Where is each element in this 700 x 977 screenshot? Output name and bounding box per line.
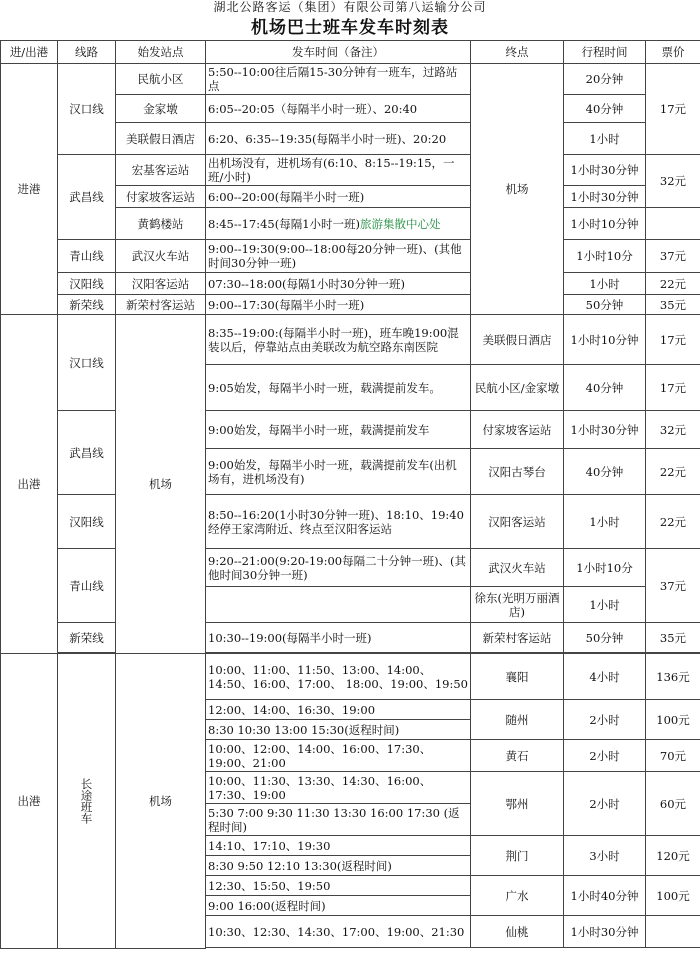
duration: 1小时 [564, 273, 646, 295]
departure-time: 9:05始发，每隔半小时一班，载满提前发车。 [206, 365, 471, 411]
header-line: 线路 [58, 41, 116, 64]
direction-cell: 出港 [1, 654, 58, 949]
duration: 1小时30分钟 [564, 411, 646, 449]
timetable [0, 40, 700, 949]
price: 22元 [646, 449, 700, 495]
duration: 1小时 [564, 495, 646, 549]
duration: 50分钟 [564, 623, 646, 653]
departure-time [206, 587, 471, 623]
end-station: 美联假日酒店 [471, 315, 564, 365]
departure-time: 9:00 16:00(返程时间) [206, 896, 471, 916]
departure-time: 8:30 10:30 13:00 15:30(返程时间) [206, 720, 471, 740]
departure-time: 出机场没有，进机场有(6:10、8:15--19:15，一班/小时) [206, 155, 471, 186]
start-station: 付家坡客运站 [116, 186, 206, 208]
table-row [1, 64, 700, 95]
end-station: 荆门 [471, 836, 564, 876]
line-cell: 武昌线 [58, 155, 116, 240]
departure-time: 8:30 9:50 12:10 13:30(返程时间) [206, 856, 471, 876]
company-name: 湖北公路客运（集团）有限公司第八运输分公司 [213, 0, 487, 14]
departure-time: 6:20、6:35--19:35(每隔半小时一班)、20:20 [206, 123, 471, 155]
duration: 1小时10分钟 [564, 208, 646, 240]
departure-time: 6:00--20:00(每隔半小时一班) [206, 186, 471, 208]
end-station: 机场 [471, 64, 564, 315]
departure-time: 9:00--17:30(每隔半小时一班) [206, 295, 471, 315]
header-end: 终点 [471, 41, 564, 64]
end-station: 广水 [471, 876, 564, 916]
tourist-center-note: 旅游集散中心处 [360, 216, 441, 231]
departure-time: 07:30--18:00(每隔1小时30分钟一班) [206, 273, 471, 295]
duration: 1小时30分钟 [564, 916, 646, 948]
price: 37元 [646, 549, 700, 623]
departure-time: 10:30--19:00(每隔半小时一班) [206, 623, 471, 653]
end-station: 付家坡客运站 [471, 411, 564, 449]
duration: 40分钟 [564, 365, 646, 411]
table-row [1, 549, 700, 587]
duration: 4小时 [564, 654, 646, 700]
end-station: 民航小区/金家墩 [471, 365, 564, 411]
departure-time: 14:10、17:10、19:30 [206, 836, 471, 856]
price: 100元 [646, 876, 700, 916]
departure-time: 10:00、12:00、14:00、16:00、17:30、19:00、21:00 [206, 740, 471, 772]
duration: 40分钟 [564, 449, 646, 495]
duration: 1小时 [564, 123, 646, 155]
price: 17元 [646, 64, 700, 155]
line-cell: 武昌线 [58, 411, 116, 495]
table-row [1, 315, 700, 365]
direction-cell: 出港 [1, 315, 58, 654]
departure-time: 8:35--19:00:(每隔半小时一班)，班车晚19:00混装以后，停靠站点由美联改为航空路东南医院 [206, 315, 471, 365]
price: 136元 [646, 654, 700, 700]
departure-time: 6:05--20:05（每隔半小时一班）、20:40 [206, 95, 471, 123]
departure-time: 10:00、11:00、11:50、13:00、14:00、14:50、16:00、17:00、 18:00、19:00、19:50 [206, 654, 471, 700]
line-cell: 汉口线 [58, 64, 116, 155]
start-station: 宏基客运站 [116, 155, 206, 186]
end-station: 徐东(光明万丽酒店) [471, 587, 564, 623]
page-title: 机场巴士班车发车时刻表 [251, 18, 449, 38]
departure-time: 9:00--19:30(9:00--18:00每20分钟一班)、(其他时间30分钟一班) [206, 240, 471, 273]
direction-cell: 进港 [1, 64, 58, 315]
price: 32元 [646, 411, 700, 449]
departure-time: 12:30、15:50、19:50 [206, 876, 471, 896]
departure-time: 10:30、12:30、14:30、17:00、19:00、21:30 [206, 916, 471, 948]
duration: 40分钟 [564, 95, 646, 123]
price: 120元 [646, 836, 700, 876]
duration: 2小时 [564, 700, 646, 740]
duration: 1小时40分钟 [564, 876, 646, 916]
table-row [1, 411, 700, 449]
table-row [1, 155, 700, 186]
header-duration: 行程时间 [564, 41, 646, 64]
line-cell: 青山线 [58, 240, 116, 273]
end-station: 汉阳古琴台 [471, 449, 564, 495]
duration: 20分钟 [564, 64, 646, 95]
table-row [1, 295, 700, 315]
table-row [1, 273, 700, 295]
start-station: 美联假日酒店 [116, 123, 206, 155]
departure-time: 12:00、14:00、16:30、19:00 [206, 700, 471, 720]
start-station: 新荣村客运站 [116, 295, 206, 315]
price: 100元 [646, 700, 700, 740]
line-cell: 汉阳线 [58, 273, 116, 295]
start-station: 机场 [116, 315, 206, 654]
price: 70元 [646, 740, 700, 772]
price: 37元 [646, 240, 700, 273]
start-station: 汉阳客运站 [116, 273, 206, 295]
duration: 1小时30分钟 [564, 155, 646, 186]
end-station: 新荣村客运站 [471, 623, 564, 653]
header-row [1, 41, 700, 64]
header-direction: 进/出港 [1, 41, 58, 64]
departure-time: 9:00始发，每隔半小时一班，载满提前发车(出机场有，进机场没有) [206, 449, 471, 495]
price: 22元 [646, 495, 700, 549]
header-start: 始发站点 [116, 41, 206, 64]
start-station: 武汉火车站 [116, 240, 206, 273]
departure-time: 9:00始发，每隔半小时一班，载满提前发车 [206, 411, 471, 449]
end-station: 仙桃 [471, 916, 564, 948]
duration: 1小时10分 [564, 240, 646, 273]
duration: 1小时30分钟 [564, 186, 646, 208]
duration: 2小时 [564, 772, 646, 836]
end-station: 汉阳客运站 [471, 495, 564, 549]
departure-time: 8:50--16:20(1小时30分钟一班)、18:10、19:40经停王家湾附近、终点至汉阳客运站 [206, 495, 471, 549]
price: 35元 [646, 295, 700, 315]
start-station: 机场 [116, 654, 206, 949]
duration: 3小时 [564, 836, 646, 876]
line-cell: 汉阳线 [58, 495, 116, 549]
line-cell: 新荣线 [58, 623, 116, 653]
duration: 50分钟 [564, 295, 646, 315]
start-station: 金家墩 [116, 95, 206, 123]
duration: 1小时10分 [564, 549, 646, 587]
departure-time [206, 208, 471, 240]
price [646, 208, 700, 240]
price: 17元 [646, 365, 700, 411]
time-text: 8:45--17:45(每隔1小时一班) [208, 216, 361, 231]
price: 35元 [646, 623, 700, 653]
end-station: 鄂州 [471, 772, 564, 836]
start-station: 民航小区 [116, 64, 206, 95]
price: 17元 [646, 315, 700, 365]
line-cell: 新荣线 [58, 295, 116, 315]
line-cell: 青山线 [58, 549, 116, 623]
end-station: 襄阳 [471, 654, 564, 700]
start-station: 黄鹤楼站 [116, 208, 206, 240]
header-time: 发车时间（备注） [206, 41, 471, 64]
end-station: 随州 [471, 700, 564, 740]
duration: 1小时 [564, 587, 646, 623]
line-cell: 汉口线 [58, 315, 116, 411]
duration: 1小时10分钟 [564, 315, 646, 365]
price [646, 916, 700, 948]
table-row [1, 654, 700, 700]
header-price: 票价 [646, 41, 700, 64]
departure-time: 5:30 7:00 9:30 11:30 13:30 16:00 17:30 (返程时间) [206, 804, 471, 836]
price: 60元 [646, 772, 700, 836]
table-row [1, 240, 700, 273]
line-cell: 长途班车 [58, 654, 116, 949]
price: 32元 [646, 155, 700, 208]
departure-time: 5:50--10:00往后隔15-30分钟有一班车，过路站点 [206, 64, 471, 95]
table-row [1, 623, 700, 653]
table-row [1, 495, 700, 549]
end-station: 黄石 [471, 740, 564, 772]
price: 22元 [646, 273, 700, 295]
departure-time: 10:00、11:30、13:30、14:30、16:00、17:30、19:00 [206, 772, 471, 804]
end-station: 武汉火车站 [471, 549, 564, 587]
departure-time: 9:20--21:00(9:20-19:00每隔二十分钟一班)、(其他时间30分钟一班) [206, 549, 471, 587]
duration: 2小时 [564, 740, 646, 772]
